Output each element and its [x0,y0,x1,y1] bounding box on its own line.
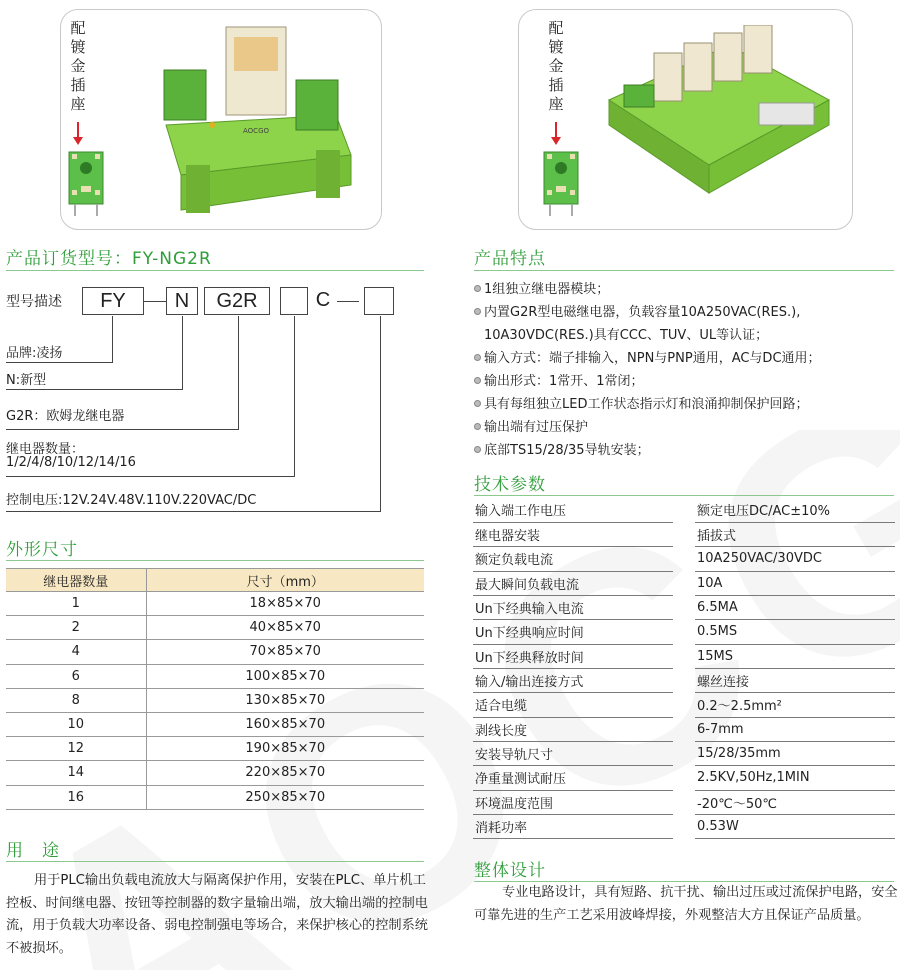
usage-text: 用于PLC输出负载电流放大与隔离保护作用，安装在PLC、单片机工控板、时间继电器、按钮等控制器的数字量输出端，放大输出端的控制电流，用于负载大功率设备、弱电控制强电等场合，来保护核心的控制系统不被损坏。 [6,873,428,956]
dimensions-table [6,568,424,810]
table-header-row [6,569,424,592]
cell: 190×85×70 [146,737,424,761]
spec-value: 15/28/35mm [695,741,895,765]
cell: 250×85×70 [146,785,424,809]
socket-image [66,146,106,218]
feature-item: 1组独立继电器模块； [474,278,609,297]
cell: 100×85×70 [146,664,424,688]
divider [474,270,894,271]
connector [380,316,381,511]
table-row [473,498,895,522]
feature-item-cont: 10A30VDC(RES.)具有CCC、TUV、UL等认证； [484,328,769,343]
table-row [6,688,424,712]
arrow-head-icon [73,137,83,145]
spec-key: 额定负载电流 [473,547,673,571]
cell: 18×85×70 [146,592,424,616]
table-row [473,522,895,546]
spec-key: 最大瞬间负载电流 [473,571,673,595]
table-row [473,790,895,814]
spec-value: 10A [695,571,895,595]
svg-text:AOCGO: AOCGO [243,127,269,135]
brand-item: 品牌:凌扬 [6,346,63,361]
spec-key: 消耗功率 [473,814,673,838]
table-row [6,592,424,616]
usage-heading: 用 途 [6,841,60,861]
spec-key: 输入端工作电压 [473,498,673,522]
connector [6,389,183,390]
arrow-head-icon [551,137,561,145]
bullet-icon [474,400,481,407]
spec-value: 0.2～2.5mm² [695,693,895,717]
model-box-n: N [166,287,198,315]
table-row [473,547,895,571]
spec-value: 2.5KV,50Hz,1MIN [695,766,895,790]
g2r-item: G2R：欧姆龙继电器 [6,409,125,424]
table-row [473,693,895,717]
bullet-icon [474,446,481,453]
table-row [6,737,424,761]
connector [294,316,295,476]
spec-value: 6-7mm [695,717,895,741]
model-box-c: C [315,289,331,311]
table-row [6,785,424,809]
divider [6,560,424,561]
divider [474,495,894,496]
connector [112,316,113,362]
col-header: 尺寸（mm） [146,569,424,592]
product-photo-multi [518,9,853,230]
table-row [473,595,895,619]
socket-label: 配镀金插座 [548,19,564,113]
table-row [6,640,424,664]
spec-value: 10A250VAC/30VDC [695,547,895,571]
spec-key: Un下经典释放时间 [473,644,673,668]
table-row [6,761,424,785]
spec-value: 额定电压DC/AC±10% [695,498,895,522]
cell: 40×85×70 [146,616,424,640]
spec-key: Un下经典响应时间 [473,620,673,644]
arrow-icon [77,122,79,138]
connector [6,476,295,477]
cell: 10 [6,712,146,736]
relay-module-single-image [146,15,361,225]
feature-item: 输入方式：端子排输入，NPN与PNP通用，AC与DC通用； [474,347,821,366]
model-box-fy: FY [82,287,144,315]
model-box-count [280,287,308,315]
divider [6,270,424,271]
spec-key: 继电器安装 [473,522,673,546]
table-row [473,741,895,765]
spec-key: 安装导轨尺寸 [473,741,673,765]
connector [238,316,239,429]
socket-label: 配镀金插座 [70,19,86,113]
divider [6,861,424,862]
model-desc-label: 型号描述 [6,294,62,310]
model-box-g2r: G2R [204,287,270,315]
relay-count-label: 继电器数量： [6,442,85,457]
table-row [473,814,895,838]
bullet-icon [474,354,481,361]
specs-table [473,498,895,839]
cell: 2 [6,616,146,640]
spec-key: 适合电缆 [473,693,673,717]
cell: 220×85×70 [146,761,424,785]
dash [144,301,166,302]
table-row [473,717,895,741]
bullet-icon [474,423,481,430]
control-voltage-item: 控制电压:12V.24V.48V.110V.220VAC/DC [6,493,257,508]
cell: 14 [6,761,146,785]
dimensions-heading: 外形尺寸 [6,540,78,560]
table-row [473,644,895,668]
spec-value: -20℃～50℃ [695,790,895,814]
spec-value: 15MS [695,644,895,668]
spec-key: 输入/输出连接方式 [473,668,673,692]
product-photo-single [60,9,382,230]
connector [182,316,183,389]
spec-key: 环境温度范围 [473,790,673,814]
new-type-item: N:新型 [6,373,47,388]
arrow-icon [555,122,557,138]
feature-item: 内置G2R型电磁继电器，负载容量10A250VAC(RES.), [474,301,800,320]
bullet-icon [474,308,481,315]
dash [337,301,359,302]
bullet-icon [474,285,481,292]
col-header: 继电器数量 [6,569,146,592]
spec-key: Un下经典输入电流 [473,595,673,619]
spec-key: 剥线长度 [473,717,673,741]
socket-image [541,146,581,218]
table-row [473,620,895,644]
cell: 6 [6,664,146,688]
connector [6,429,239,430]
spec-value: 0.53W [695,814,895,838]
cell: 4 [6,640,146,664]
cell: 12 [6,737,146,761]
feature-item: 输出形式：1常开、1常闭； [474,370,644,389]
table-row [6,664,424,688]
spec-value: 0.5MS [695,620,895,644]
table-row [6,616,424,640]
model-box-voltage [364,287,394,315]
cell: 160×85×70 [146,712,424,736]
relay-module-multi-image [599,25,834,210]
table-row [6,712,424,736]
feature-item: 底部TS15/28/35导轨安装； [474,439,650,458]
table-row [473,766,895,790]
features-heading: 产品特点 [474,249,546,269]
ordering-heading: 产品订货型号：FY-NG2R [6,249,212,269]
cell: 1 [6,592,146,616]
table-row [473,668,895,692]
cell: 16 [6,785,146,809]
cell: 8 [6,688,146,712]
cell: 130×85×70 [146,688,424,712]
connector [6,362,113,363]
feature-item: 具有每组独立LED工作状态指示灯和浪涌抑制保护回路； [474,393,808,412]
spec-key: 净重量测试耐压 [473,766,673,790]
relay-count-values: 1/2/4/8/10/12/14/16 [6,455,136,470]
feature-item: 输出端有过压保护 [474,416,588,435]
specs-heading: 技术参数 [474,475,546,495]
connector [6,511,381,512]
spec-value: 6.5MA [695,595,895,619]
table-row [473,571,895,595]
spec-value: 螺丝连接 [695,668,895,692]
cell: 70×85×70 [146,640,424,664]
design-text: 专业电路设计，具有短路、抗干扰、输出过压或过流保护电路，安全可靠先进的生产工艺采用波峰焊接，外观整洁大方且保证产品质量。 [474,885,898,923]
design-heading: 整体设计 [474,861,546,881]
spec-value: 插拔式 [695,522,895,546]
bullet-icon [474,377,481,384]
